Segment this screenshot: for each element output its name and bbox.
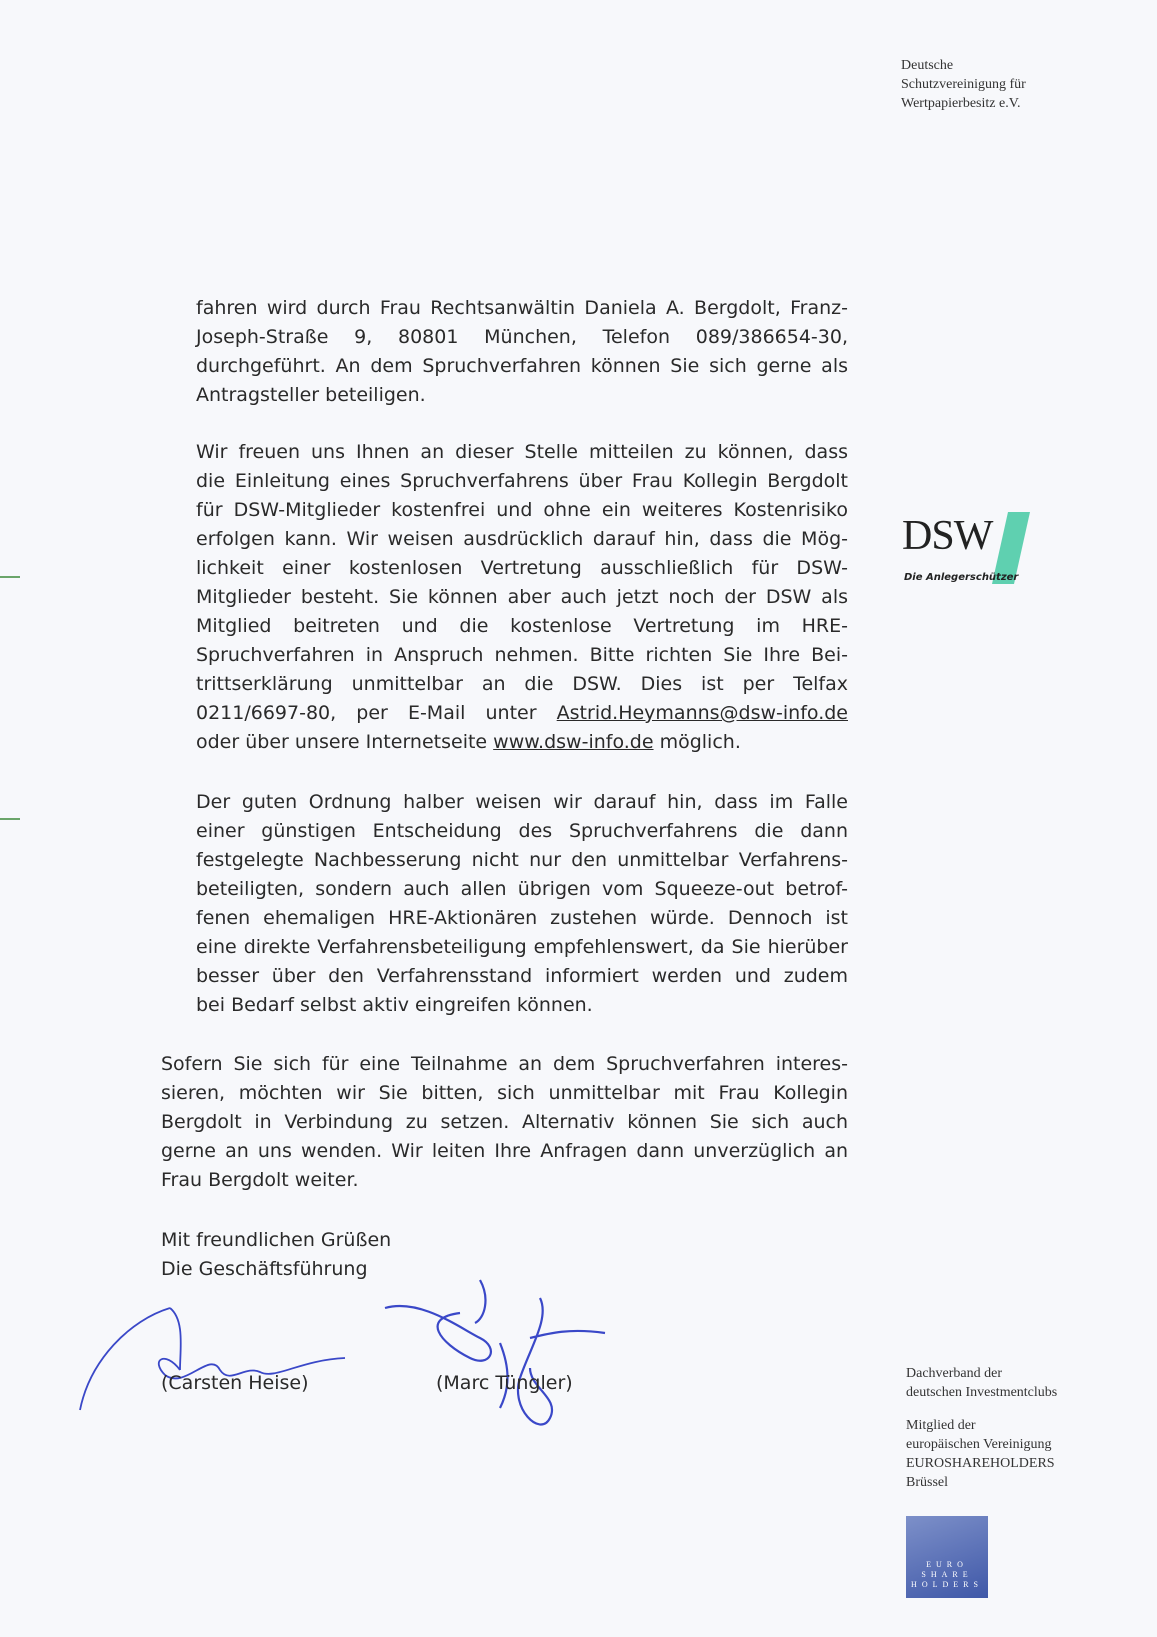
euroshareholders-badge — [906, 1516, 988, 1598]
website-link[interactable]: www.dsw-info.de — [493, 731, 654, 753]
website-suffix: möglich. — [659, 731, 741, 753]
text-line: bei Bedarf selbst aktiv eingreifen können. — [196, 994, 593, 1016]
text-line — [196, 728, 848, 757]
badge-spacer — [906, 1516, 988, 1560]
badge-line: HOLDERS — [911, 1580, 983, 1589]
badge-line: EURO — [926, 1560, 968, 1569]
text-line: fahren wird durch Frau Rechtsanwältin Daniela A. Bergdolt, Franz- — [196, 297, 848, 319]
text-line: die Einleitung eines Spruchverfahrens über Frau Kollegin Bergdolt — [196, 470, 848, 492]
paragraph-4 — [161, 1050, 848, 1195]
badge-line: SHARE — [921, 1570, 973, 1579]
affiliation-line: EUROSHAREHOLDERS — [906, 1456, 1055, 1471]
text-line: Joseph-Straße 9, 80801 München, Telefon 089/386654-30, — [196, 326, 848, 348]
text-line: Wir freuen uns Ihnen an dieser Stelle mitteilen zu können, dass — [196, 441, 848, 463]
paragraph-2 — [196, 438, 848, 757]
spacer — [906, 1402, 1057, 1416]
affiliation-line: deutschen Investmentclubs — [906, 1385, 1058, 1400]
text-line: Bergdolt in Verbindung zu setzen. Alternativ können Sie sich auch — [161, 1111, 848, 1133]
organization-header — [901, 56, 1026, 113]
org-line: Deutsche — [901, 58, 954, 73]
text-line: Sofern Sie sich für eine Teilnahme an dem Spruchverfahren interes- — [161, 1053, 848, 1075]
text-line: Der guten Ordnung halber weisen wir darauf hin, dass im Falle — [196, 791, 848, 813]
text-line: Frau Bergdolt weiter. — [161, 1169, 359, 1191]
fold-mark — [0, 576, 20, 578]
signoff: Die Geschäftsführung — [161, 1258, 368, 1280]
fax-text: 0211/6697-80, per E-Mail unter — [196, 702, 537, 724]
text-line: erfolgen kann. Wir weisen ausdrücklich darauf hin, dass die Mög- — [196, 528, 848, 550]
greeting: Mit freundlichen Grüßen — [161, 1229, 392, 1251]
text-line: eine direkte Verfahrensbeteiligung empfehlenswert, da Sie hierüber — [196, 936, 848, 958]
text-line — [196, 699, 848, 728]
text-line: beteiligten, sondern auch allen übrigen vom Squeeze-out betrof- — [196, 878, 848, 900]
text-line: Antragsteller beteiligen. — [196, 384, 426, 406]
affiliation-line: Mitglied der — [906, 1418, 976, 1433]
paragraph-3 — [196, 788, 848, 1020]
closing-block — [161, 1226, 391, 1284]
logo-name: DSW — [902, 513, 993, 559]
text-line: Spruchverfahren in Anspruch nehmen. Bitte richten Sie Ihre Bei- — [196, 644, 848, 666]
text-line: Mitglied beitreten und die kostenlose Vertretung im HRE- — [196, 615, 848, 637]
website-prefix: oder über unsere Internetseite — [196, 731, 488, 753]
affiliation-line: Brüssel — [906, 1475, 948, 1490]
signer-right: (Marc Tüngler) — [436, 1372, 573, 1394]
affiliation-line: Dachverband der — [906, 1366, 1003, 1381]
text-line: fenen ehemaligen HRE-Aktionären zustehen würde. Dennoch ist — [196, 907, 848, 929]
text-line: Mitglieder besteht. Sie können aber auch jetzt noch der DSW als — [196, 586, 848, 608]
text-line: festgelegte Nachbesserung nicht nur den unmittelbar Verfahrens- — [196, 849, 848, 871]
org-line: Schutzvereinigung für — [901, 77, 1026, 92]
text-line: lichkeit einer kostenlosen Vertretung ausschließlich für DSW- — [196, 557, 848, 579]
text-line: trittserklärung unmittelbar an die DSW. Dies ist per Telfax — [196, 673, 848, 695]
footer-affiliations — [906, 1364, 1057, 1492]
text-line: durchgeführt. An dem Spruchverfahren können Sie sich gerne als — [196, 355, 848, 377]
signature-right-icon — [380, 1278, 610, 1448]
text-line: einer günstigen Entscheidung des Spruchverfahrens die dann — [196, 820, 848, 842]
text-line: für DSW-Mitglieder kostenfrei und ohne ein weiteres Kostenrisiko — [196, 499, 848, 521]
signer-left: (Carsten Heise) — [161, 1372, 309, 1394]
affiliation-line: europäischen Vereinigung — [906, 1437, 1052, 1452]
signature-left-icon — [70, 1290, 360, 1430]
text-line: gerne an uns wenden. Wir leiten Ihre Anfragen dann unverzüglich an — [161, 1140, 848, 1162]
email-link[interactable]: Astrid.Heymanns@dsw-info.de — [556, 702, 848, 724]
text-line: sieren, möchten wir Sie bitten, sich unmittelbar mit Frau Kollegin — [161, 1082, 848, 1104]
logo-tagline: Die Anlegerschützer — [904, 572, 1019, 583]
paragraph-1 — [196, 294, 848, 410]
text-line: besser über den Verfahrensstand informiert werden und zudem — [196, 965, 848, 987]
org-line: Wertpapierbesitz e.V. — [901, 96, 1021, 111]
fold-mark — [0, 818, 20, 820]
